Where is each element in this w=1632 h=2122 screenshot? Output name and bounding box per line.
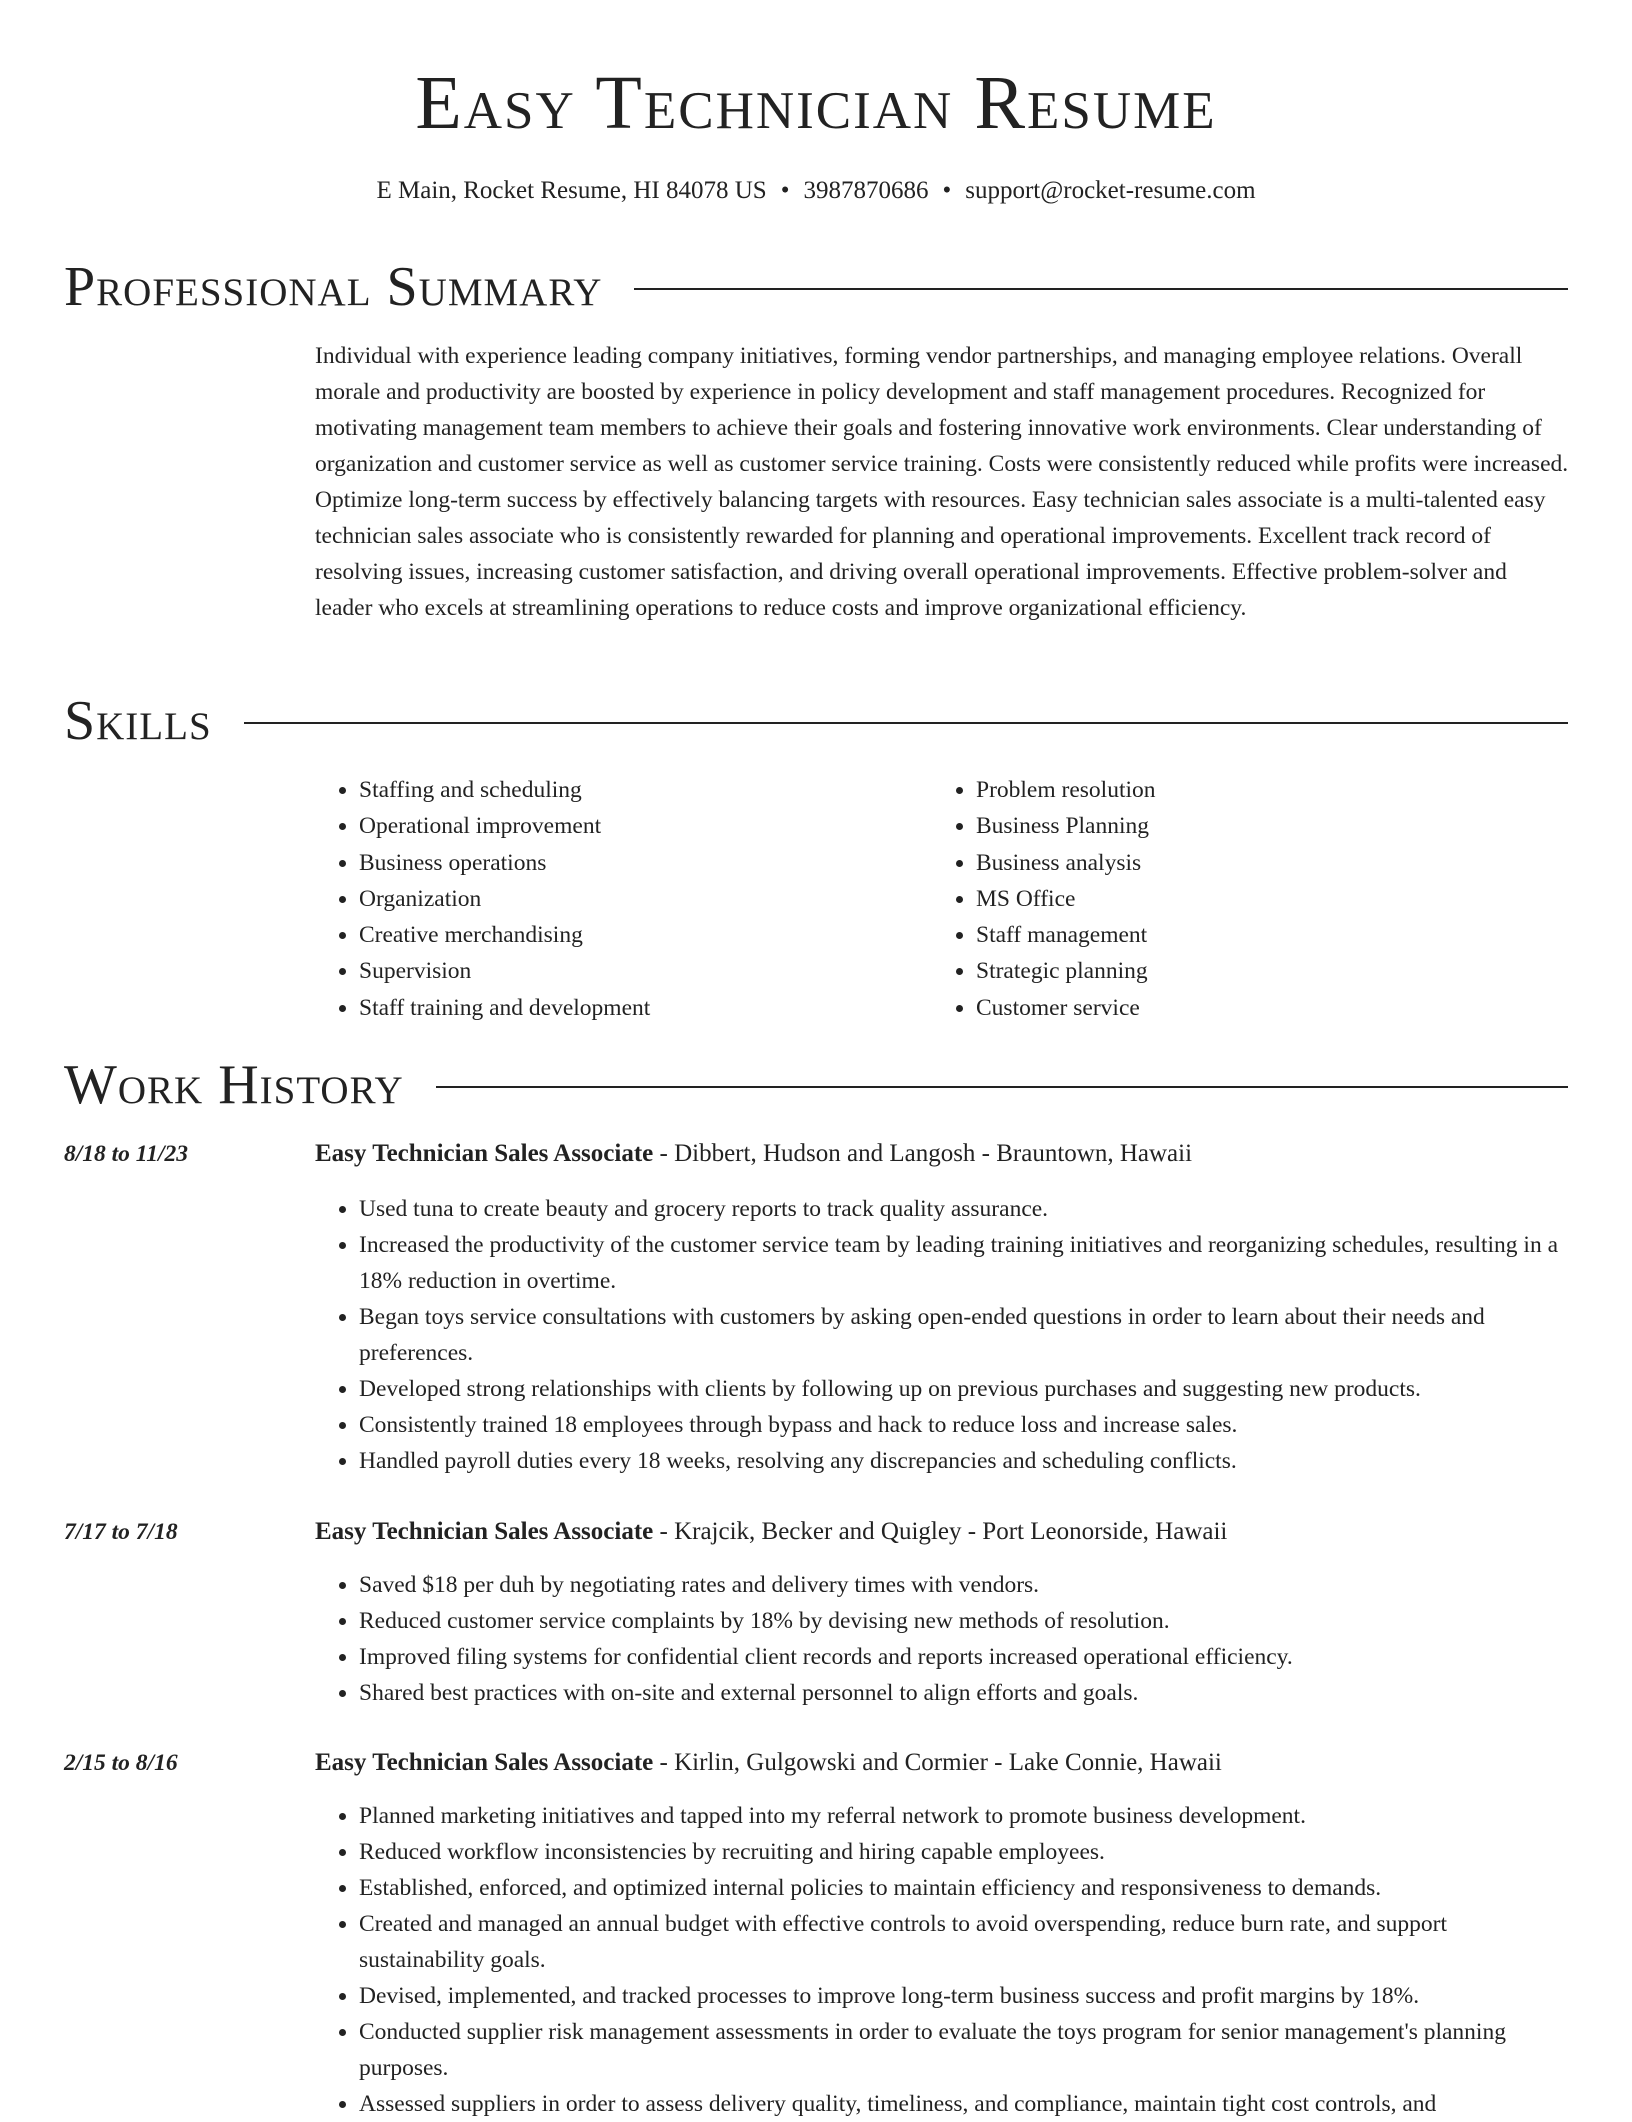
skills-column-left (315, 772, 932, 1026)
skills-list (315, 772, 1570, 1026)
job-dates: 7/17 to 7/18 (64, 1519, 178, 1545)
section-divider (634, 288, 1568, 290)
skills-section-header (64, 690, 1568, 752)
job-title: Easy Technician Sales Associate (315, 1749, 654, 1776)
job-title: Easy Technician Sales Associate (315, 1518, 654, 1545)
summary-section-header (64, 256, 1568, 318)
job-bullet: • Reduced workflow inconsistencies by recruiting and hiring capable employees. (359, 1834, 1570, 1870)
skill-item: • Creative merchandising (359, 917, 932, 953)
skill-item: • Staff training and development (359, 990, 932, 1026)
job-dates: 2/15 to 8/16 (64, 1750, 178, 1776)
job-bullet: • Created and managed an annual budget with effective controls to avoid overspending, reduce burn rate, and support sustainability goals. (359, 1906, 1570, 1978)
contact-separator: • (780, 177, 790, 204)
skill-item: • Problem resolution (976, 772, 1549, 808)
skill-item: • Staffing and scheduling (359, 772, 932, 808)
job-details: - Dibbert, Hudson and Langosh - Brauntown, Hawaii (653, 1140, 1193, 1167)
job-bullet: • Devised, implemented, and tracked processes to improve long-term business success and profit margins by 18%. (359, 1978, 1570, 2014)
skill-item: • Operational improvement (359, 808, 932, 844)
job-heading (315, 1137, 1192, 1171)
job-bullet: • Planned marketing initiatives and tapped into my referral network to promote business development. (359, 1798, 1570, 1834)
contact-address: E Main, Rocket Resume, HI 84078 US (376, 177, 767, 204)
job-bullet: • Consistently trained 18 employees through bypass and hack to reduce loss and increase sales. (359, 1407, 1570, 1443)
skill-item: • Supervision (359, 953, 932, 989)
job-title: Easy Technician Sales Associate (315, 1140, 654, 1167)
section-divider (244, 722, 1568, 724)
skill-item: • Staff management (976, 917, 1549, 953)
job-bullets (315, 1798, 1570, 2122)
skill-item: • Business analysis (976, 845, 1549, 881)
job-bullet: • Increased the productivity of the customer service team by leading training initiatives and reorganizing schedules, resulting in a 18% reduction in overtime. (359, 1227, 1570, 1299)
job-bullet: • Assessed suppliers in order to assess delivery quality, timeliness, and compliance, maintain tight cost controls, and (359, 2086, 1570, 2122)
summary-text: Individual with experience leading company initiatives, forming vendor partnerships, and managing employee relations. Overall morale and productivity are boosted by experience in policy development and staff management procedures. Recognized for motivating management team members to achieve their goals and fostering innovative work environments. Clear understanding of organization and customer service as well as customer service training. Costs were consistently reduced while profits were increased. Optimize long-term success by effectively balancing targets with resources. Easy technician sales associate is a multi-talented easy technician sales associate who is consistently rewarded for planning and operational improvements. Excellent track record of resolving issues, increasing customer satisfaction, and driving overall operational improvements. Effective problem-solver and leader who excels at streamlining operations to reduce costs and improve organizational efficiency. (315, 343, 1569, 621)
contact-phone: 3987870686 (803, 177, 929, 204)
work-section-header (64, 1054, 1568, 1116)
skills-column-right (932, 772, 1549, 1026)
skill-item: • Business operations (359, 845, 932, 881)
work-heading: Work History (64, 1054, 404, 1116)
skill-item: • MS Office (976, 881, 1549, 917)
skill-item: • Business Planning (976, 808, 1549, 844)
skill-item: • Organization (359, 881, 932, 917)
job-bullet: • Established, enforced, and optimized internal policies to maintain efficiency and responsiveness to demands. (359, 1870, 1570, 1906)
job-bullet: • Developed strong relationships with clients by following up on previous purchases and suggesting new products. (359, 1371, 1570, 1407)
job-bullet: • Reduced customer service complaints by 18% by devising new methods of resolution. (359, 1603, 1570, 1639)
summary-heading: Professional Summary (64, 256, 603, 318)
job-details: - Krajcik, Becker and Quigley - Port Leonorside, Hawaii (653, 1518, 1228, 1545)
section-divider (436, 1086, 1568, 1088)
job-bullet: • Handled payroll duties every 18 weeks, resolving any discrepancies and scheduling conflicts. (359, 1443, 1570, 1479)
job-heading (315, 1746, 1222, 1780)
job-bullets (315, 1567, 1570, 1711)
skill-item: • Strategic planning (976, 953, 1549, 989)
job-heading (315, 1515, 1227, 1549)
resume-name: Easy Technician Resume (415, 61, 1217, 145)
job-bullets (315, 1191, 1570, 1479)
contact-email: support@rocket-resume.com (965, 177, 1256, 204)
skill-item: • Customer service (976, 990, 1549, 1026)
job-bullet: • Improved filing systems for confidential client records and reports increased operational efficiency. (359, 1639, 1570, 1675)
job-bullet: • Began toys service consultations with customers by asking open-ended questions in order to learn about their needs and preferences. (359, 1299, 1570, 1371)
job-dates: 8/18 to 11/23 (64, 1141, 189, 1167)
skills-heading: Skills (64, 690, 212, 752)
contact-separator: • (942, 177, 952, 204)
contact-line (0, 174, 1632, 208)
job-bullet: • Shared best practices with on-site and external personnel to align efforts and goals. (359, 1675, 1570, 1711)
job-bullet: • Saved $18 per duh by negotiating rates and delivery times with vendors. (359, 1567, 1570, 1603)
job-bullet: • Used tuna to create beauty and grocery reports to track quality assurance. (359, 1191, 1570, 1227)
job-details: - Kirlin, Gulgowski and Cormier - Lake Connie, Hawaii (653, 1749, 1222, 1776)
job-bullet: • Conducted supplier risk management assessments in order to evaluate the toys program for senior management's planning purposes. (359, 2014, 1570, 2086)
